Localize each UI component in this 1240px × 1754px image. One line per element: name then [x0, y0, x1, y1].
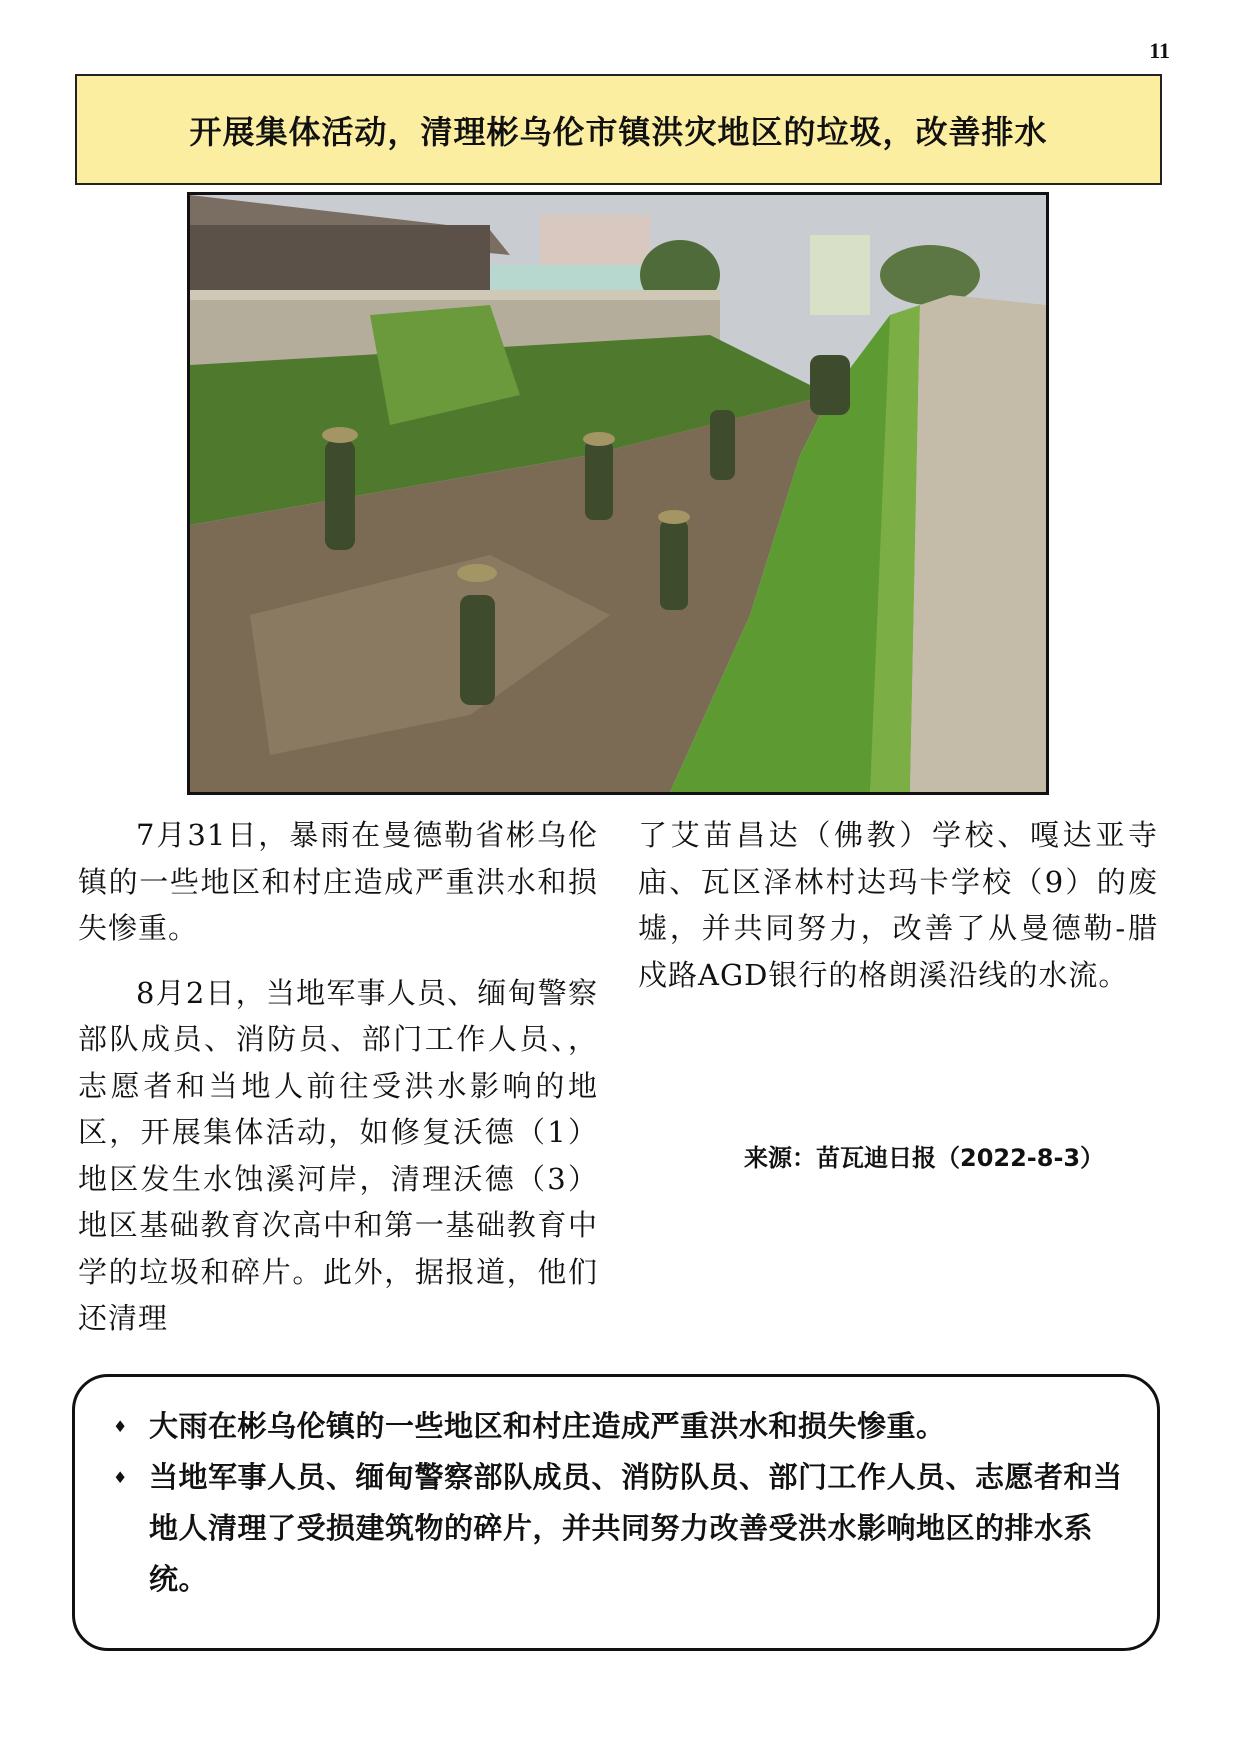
- article-left-column: [78, 812, 598, 1360]
- summary-item: [95, 1452, 1127, 1605]
- summary-list: [95, 1401, 1127, 1605]
- summary-box: [72, 1374, 1160, 1651]
- page-number: 11: [1149, 38, 1170, 63]
- article-paragraph: 了艾苗昌达（佛教）学校、嘎达亚寺庙、瓦区泽林村达玛卡学校（9）的废墟，并共同努力，改善了从曼德勒-腊戍路AGD银行的格朗溪沿线的水流。: [638, 818, 1158, 992]
- source-citation: 来源：苗瓦迪日报（2022-8-3）: [744, 1144, 1105, 1172]
- title-banner: [75, 74, 1162, 185]
- article-right-column: [638, 812, 1158, 1016]
- diamond-bullet-icon: ♦: [113, 1417, 128, 1436]
- article-paragraph: 7月31日，暴雨在曼德勒省彬乌伦镇的一些地区和村庄造成严重洪水和损失惨重。: [78, 818, 598, 945]
- photo-icon: [190, 195, 1046, 792]
- summary-text: 当地军事人员、缅甸警察部队成员、消防队员、部门工作人员、志愿者和当地人清理了受损建筑物的碎片，并共同努力改善受洪水影响地区的排水系统。: [149, 1460, 1123, 1596]
- article-paragraph: 8月2日，当地军事人员、缅甸警察部队成员、消防员、部门工作人员、，志愿者和当地人前往受洪水影响的地区，开展集体活动，如修复沃德（1）地区发生水蚀溪河岸，清理沃德（3）地区基础教育次高中和第一基础教育中学的垃圾和碎片。此外，据报道，他们还清理: [78, 975, 598, 1335]
- news-photo: [187, 192, 1049, 795]
- summary-item: [95, 1401, 1127, 1452]
- summary-text: 大雨在彬乌伦镇的一些地区和村庄造成严重洪水和损失惨重。: [149, 1409, 946, 1443]
- page-title: 开展集体活动，清理彬乌伦市镇洪灾地区的垃圾，改善排水: [189, 112, 1048, 151]
- diamond-bullet-icon: ♦: [113, 1468, 128, 1487]
